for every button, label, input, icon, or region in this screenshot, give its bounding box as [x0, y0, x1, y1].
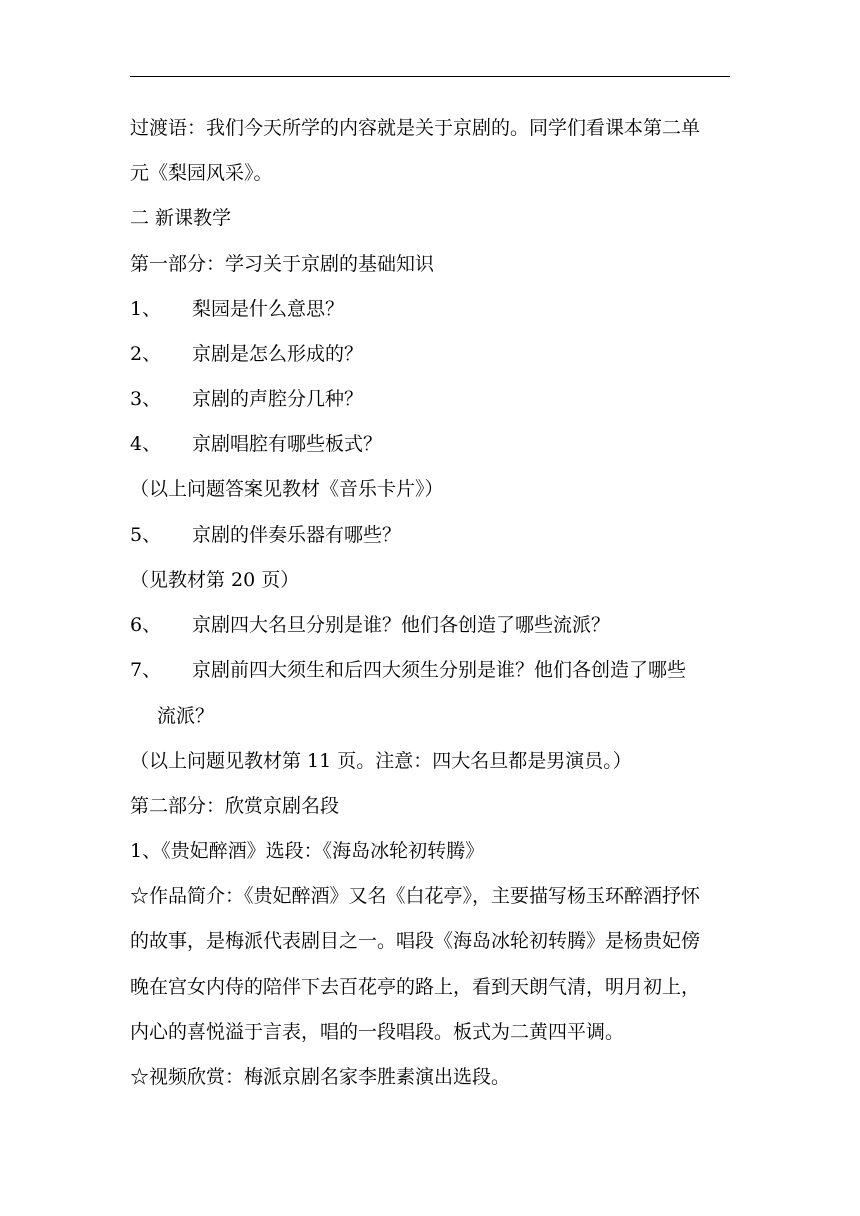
section-heading: 二 新课教学 [130, 207, 232, 229]
intro-line-2: 的故事，是梅派代表剧目之一。唱段《海岛冰轮初转腾》是杨贵妃傍 [130, 930, 701, 952]
question-3 [130, 386, 740, 412]
intro-line-3: 晚在宫女内侍的陪伴下去百花亭的路上，看到天朗气清，明月初上， [130, 976, 701, 998]
question-text: 京剧的伴奏乐器有哪些？ [192, 524, 402, 546]
question-5 [130, 522, 740, 548]
question-text: 京剧的声腔分几种？ [192, 388, 364, 410]
intro-line-4: 内心的喜悦溢于言表，唱的一段唱段。板式为二黄四平调。 [130, 1021, 625, 1043]
intro-line-1: ☆作品简介：《贵妃醉酒》又名《白花亭》，主要描写杨玉环醉酒抒怀 [130, 885, 701, 907]
question-text: 梨园是什么意思？ [192, 298, 345, 320]
transition-text-line-2: 元《梨园风采》。 [130, 162, 273, 184]
note-2: （见教材第 20 页） [130, 569, 300, 591]
piece-1-title: 1、《贵妃醉酒》选段：《海岛冰轮初转腾》 [130, 840, 485, 862]
question-4 [130, 431, 740, 457]
video-line: ☆视频欣赏：梅派京剧名家李胜素演出选段。 [130, 1066, 511, 1088]
question-number: 6、 [130, 614, 162, 636]
question-text: 京剧前四大须生和后四大须生分别是谁？他们各创造了哪些 [192, 659, 687, 681]
question-7-continuation: 流派？ [157, 705, 215, 727]
question-1 [130, 296, 740, 322]
header-rule [130, 76, 730, 77]
question-number: 7、 [130, 659, 162, 681]
note-3: （以上问题见教材第 11 页。注意：四大名旦都是男演员。） [130, 750, 632, 772]
question-number: 4、 [130, 433, 162, 455]
question-number: 3、 [130, 388, 162, 410]
question-7 [130, 657, 740, 683]
part-one-heading: 第一部分：学习关于京剧的基础知识 [130, 253, 435, 275]
question-text: 京剧唱腔有哪些板式？ [192, 433, 383, 455]
question-number: 1、 [130, 298, 162, 320]
transition-text-line-1: 过渡语：我们今天所学的内容就是关于京剧的。同学们看课本第二单 [130, 117, 701, 139]
question-6 [130, 612, 740, 638]
question-2 [130, 341, 740, 367]
note-1: （以上问题答案见教材《音乐卡片》） [130, 478, 444, 500]
question-text: 京剧是怎么形成的？ [192, 343, 364, 365]
question-number: 5、 [130, 524, 162, 546]
part-two-heading: 第二部分：欣赏京剧名段 [130, 795, 340, 817]
question-number: 2、 [130, 343, 162, 365]
question-text: 京剧四大名旦分别是谁？他们各创造了哪些流派？ [192, 614, 611, 636]
